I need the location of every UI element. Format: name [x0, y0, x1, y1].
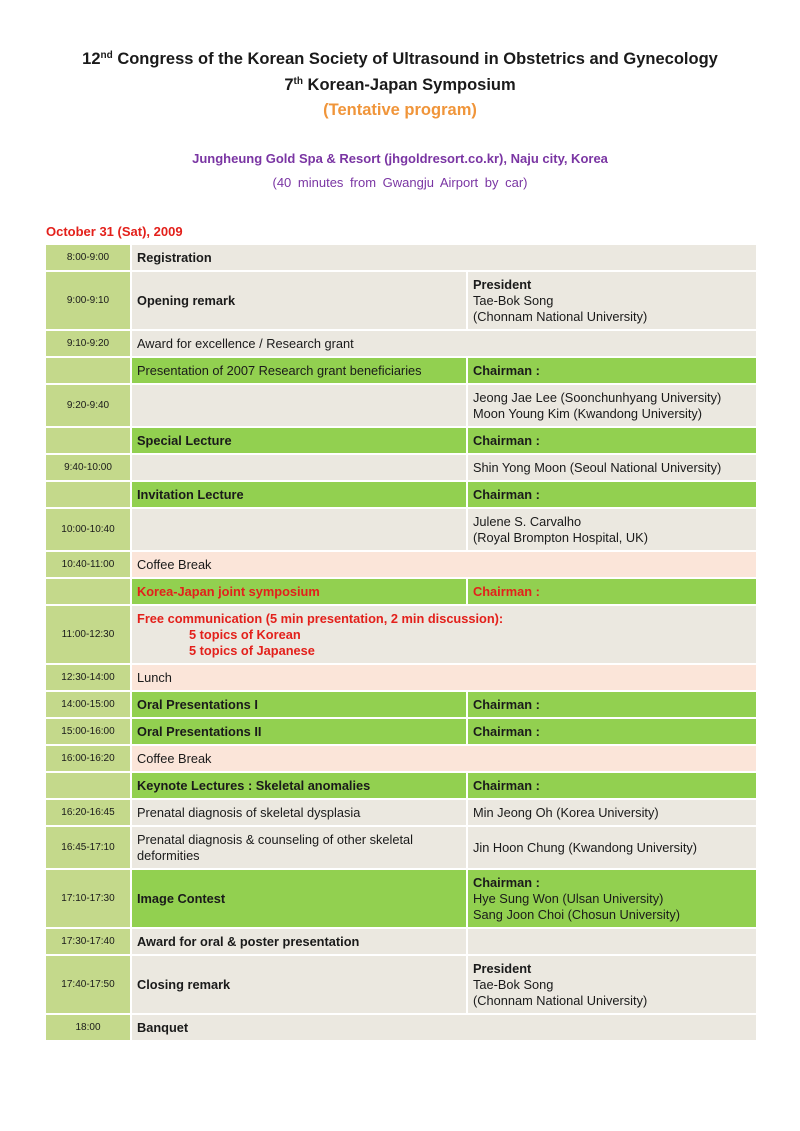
time-cell: 17:30-17:40 — [45, 928, 131, 955]
time-cell: 16:45-17:10 — [45, 826, 131, 869]
session-title: Coffee Break — [131, 745, 757, 772]
table-row — [45, 869, 757, 928]
speaker-affiliation: (Royal Brompton Hospital, UK) — [473, 529, 648, 545]
congress-title: 12nd Congress of the Korean Society of Ultrasound in Obstetrics and Gynecology — [82, 50, 718, 68]
empty-cell — [131, 384, 467, 427]
chairman-label: Chairman : — [467, 481, 757, 508]
session-title: Special Lecture — [131, 427, 467, 454]
speaker-name: Jin Hoon Chung (Kwandong University) — [467, 826, 757, 869]
chairman-label: Chairman : — [467, 718, 757, 745]
speaker-cell — [467, 508, 757, 551]
speaker-affiliation: (Chonnam National University) — [473, 308, 648, 324]
speaker-cell — [467, 271, 757, 330]
time-cell: 9:00-9:10 — [45, 271, 131, 330]
table-row — [45, 928, 757, 955]
time-cell — [45, 357, 131, 384]
time-cell: 8:00-9:00 — [45, 244, 131, 271]
speaker-name: Hye Sung Won (Ulsan University) — [473, 890, 664, 906]
speaker-name: Tae-Bok Song — [473, 976, 554, 992]
table-row — [45, 955, 757, 1014]
time-cell: 10:00-10:40 — [45, 508, 131, 551]
session-title: Award for excellence / Research grant — [131, 330, 757, 357]
session-title: Registration — [131, 244, 757, 271]
time-cell: 9:10-9:20 — [45, 330, 131, 357]
empty-cell — [131, 454, 467, 481]
session-title: Coffee Break — [131, 551, 757, 578]
session-title: Free communication (5 min presentation, 2 min discussion): — [137, 610, 504, 626]
session-title: Image Contest — [131, 869, 467, 928]
table-row — [45, 508, 757, 551]
time-cell: 17:10-17:30 — [45, 869, 131, 928]
session-title: Oral Presentations II — [131, 718, 467, 745]
table-row — [45, 481, 757, 508]
speaker-name: Jeong Jae Lee (Soonchunhyang University) — [473, 389, 722, 405]
time-cell: 14:00-15:00 — [45, 691, 131, 718]
session-title: Prenatal diagnosis of skeletal dysplasia — [131, 799, 467, 826]
time-cell — [45, 427, 131, 454]
time-cell: 12:30-14:00 — [45, 664, 131, 691]
session-title: Closing remark — [131, 955, 467, 1014]
time-cell: 15:00-16:00 — [45, 718, 131, 745]
speaker-affiliation: (Chonnam National University) — [473, 992, 648, 1008]
table-row — [45, 330, 757, 357]
speaker-cell — [467, 869, 757, 928]
chairman-label: Chairman : — [473, 874, 540, 890]
table-row — [45, 1014, 757, 1041]
program-date: October 31 (Sat), 2009 — [46, 224, 183, 239]
table-row — [45, 826, 757, 869]
session-title: Invitation Lecture — [131, 481, 467, 508]
chairman-label: Chairman : — [467, 578, 757, 605]
chairman-label: Chairman : — [467, 772, 757, 799]
speaker-name: Moon Young Kim (Kwandong University) — [473, 405, 703, 421]
table-row — [45, 745, 757, 772]
table-row — [45, 357, 757, 384]
table-row — [45, 691, 757, 718]
session-title: Prenatal diagnosis & counseling of other skeletal deformities — [131, 826, 467, 869]
table-row — [45, 718, 757, 745]
table-row — [45, 605, 757, 664]
program-table — [44, 243, 758, 1042]
time-cell: 11:00-12:30 — [45, 605, 131, 664]
empty-cell — [131, 508, 467, 551]
symposium-title: 7th Korean-Japan Symposium — [284, 76, 516, 94]
session-title: Keynote Lectures : Skeletal anomalies — [131, 772, 467, 799]
venue-line: Jungheung Gold Spa & Resort (jhgoldresort.co.kr), Naju city, Korea — [192, 151, 608, 166]
speaker-cell — [467, 384, 757, 427]
speaker-name: Sang Joon Choi (Chosun University) — [473, 906, 680, 922]
role-label: President — [473, 276, 532, 292]
table-row — [45, 271, 757, 330]
time-cell: 16:00-16:20 — [45, 745, 131, 772]
table-row — [45, 427, 757, 454]
topic-line: 5 topics of Japanese — [189, 642, 315, 658]
time-cell: 16:20-16:45 — [45, 799, 131, 826]
time-cell — [45, 481, 131, 508]
time-cell — [45, 578, 131, 605]
time-cell — [45, 772, 131, 799]
table-row — [45, 772, 757, 799]
chairman-label: Chairman : — [467, 691, 757, 718]
speaker-name: Julene S. Carvalho — [473, 513, 582, 529]
tentative-label: (Tentative program) — [323, 101, 477, 119]
empty-cell — [467, 928, 757, 955]
role-label: President — [473, 960, 532, 976]
time-cell: 18:00 — [45, 1014, 131, 1041]
session-title: Lunch — [131, 664, 757, 691]
table-row — [45, 799, 757, 826]
speaker-name: Tae-Bok Song — [473, 292, 554, 308]
session-cell — [131, 605, 757, 664]
time-cell: 9:20-9:40 — [45, 384, 131, 427]
table-row — [45, 551, 757, 578]
time-cell: 9:40-10:00 — [45, 454, 131, 481]
topic-line: 5 topics of Korean — [189, 626, 301, 642]
session-title: Korea-Japan joint symposium — [131, 578, 467, 605]
table-row — [45, 244, 757, 271]
speaker-name: Shin Yong Moon (Seoul National University) — [467, 454, 757, 481]
session-title: Banquet — [131, 1014, 757, 1041]
table-row — [45, 664, 757, 691]
chairman-label: Chairman : — [467, 357, 757, 384]
session-title: Presentation of 2007 Research grant beneficiaries — [131, 357, 467, 384]
time-cell: 17:40-17:50 — [45, 955, 131, 1014]
session-title: Award for oral & poster presentation — [131, 928, 467, 955]
speaker-name: Min Jeong Oh (Korea University) — [467, 799, 757, 826]
speaker-cell — [467, 955, 757, 1014]
table-row — [45, 384, 757, 427]
table-row — [45, 578, 757, 605]
session-title: Oral Presentations I — [131, 691, 467, 718]
travel-note: (40 minutes from Gwangju Airport by car) — [272, 175, 528, 190]
chairman-label: Chairman : — [467, 427, 757, 454]
session-title: Opening remark — [131, 271, 467, 330]
table-row — [45, 454, 757, 481]
time-cell: 10:40-11:00 — [45, 551, 131, 578]
